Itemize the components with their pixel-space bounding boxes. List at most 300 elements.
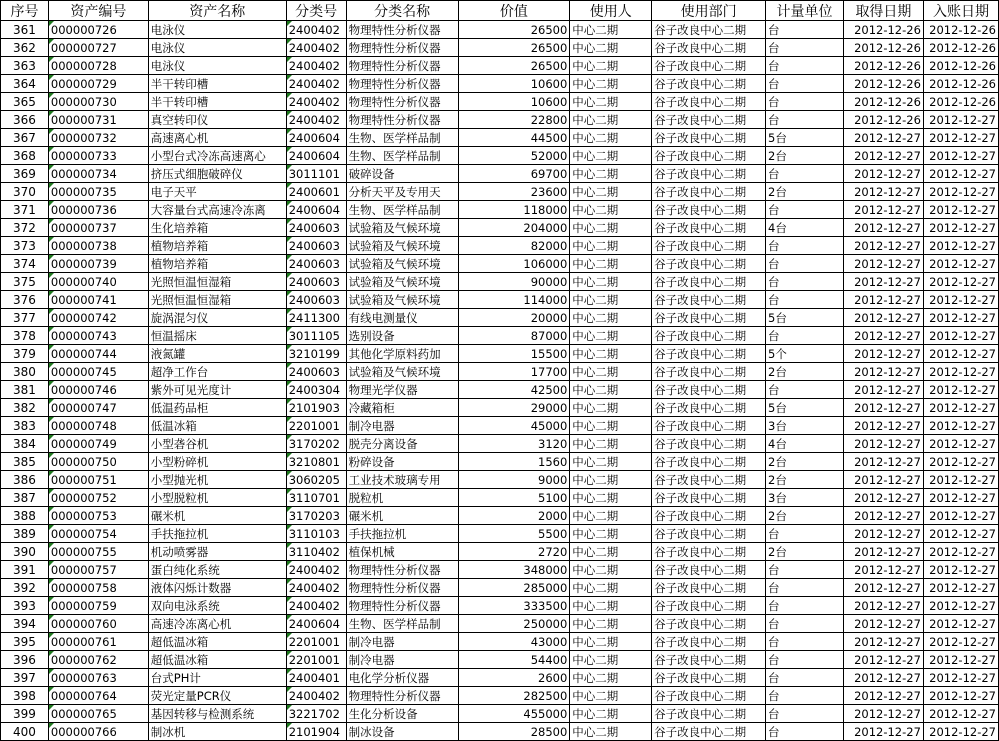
cell-unit[interactable]: 5个 bbox=[766, 345, 844, 363]
cell-asset-id[interactable]: 000000729 bbox=[48, 75, 148, 93]
cell-asset-name[interactable]: 高速冷冻离心机 bbox=[148, 615, 286, 633]
cell-seq[interactable]: 391 bbox=[1, 561, 49, 579]
cell-asset-id[interactable]: 000000764 bbox=[48, 687, 148, 705]
cell-asset-id[interactable]: 000000737 bbox=[48, 219, 148, 237]
cell-unit[interactable]: 台 bbox=[766, 615, 844, 633]
cell-department[interactable]: 谷子改良中心二期 bbox=[652, 111, 766, 129]
cell-asset-name[interactable]: 手扶拖拉机 bbox=[148, 525, 286, 543]
cell-asset-id[interactable]: 000000747 bbox=[48, 399, 148, 417]
cell-asset-id[interactable]: 000000738 bbox=[48, 237, 148, 255]
cell-asset-id[interactable]: 000000731 bbox=[48, 111, 148, 129]
table-row[interactable] bbox=[1, 273, 999, 291]
cell-asset-name[interactable]: 机动喷雾器 bbox=[148, 543, 286, 561]
cell-asset-id[interactable]: 000000749 bbox=[48, 435, 148, 453]
cell-seq[interactable]: 390 bbox=[1, 543, 49, 561]
table-row[interactable] bbox=[1, 579, 999, 597]
cell-asset-name[interactable]: 低温冰箱 bbox=[148, 417, 286, 435]
cell-category-code[interactable]: 2400604 bbox=[286, 129, 346, 147]
cell-asset-id[interactable]: 000000755 bbox=[48, 543, 148, 561]
cell-seq[interactable]: 386 bbox=[1, 471, 49, 489]
cell-asset-name[interactable]: 电泳仪 bbox=[148, 21, 286, 39]
cell-department[interactable]: 谷子改良中心二期 bbox=[652, 453, 766, 471]
cell-asset-name[interactable]: 低温药品柜 bbox=[148, 399, 286, 417]
cell-category-name[interactable]: 冷藏箱柜 bbox=[346, 399, 458, 417]
cell-seq[interactable]: 362 bbox=[1, 39, 49, 57]
cell-asset-name[interactable]: 荧光定量PCR仪 bbox=[148, 687, 286, 705]
table-row[interactable] bbox=[1, 507, 999, 525]
cell-user[interactable]: 中心二期 bbox=[570, 723, 652, 741]
cell-value[interactable]: 28500 bbox=[458, 723, 570, 741]
cell-seq[interactable]: 392 bbox=[1, 579, 49, 597]
table-row[interactable] bbox=[1, 489, 999, 507]
cell-value[interactable]: 2720 bbox=[458, 543, 570, 561]
cell-category-name[interactable]: 物理特性分析仪器 bbox=[346, 75, 458, 93]
cell-unit[interactable]: 台 bbox=[766, 75, 844, 93]
cell-category-name[interactable]: 制冷电器 bbox=[346, 633, 458, 651]
cell-asset-id[interactable]: 000000752 bbox=[48, 489, 148, 507]
cell-seq[interactable]: 369 bbox=[1, 165, 49, 183]
cell-user[interactable]: 中心二期 bbox=[570, 75, 652, 93]
cell-entry-date[interactable]: 2012-12-27 bbox=[923, 237, 998, 255]
cell-category-name[interactable]: 生物、医学样品制 bbox=[346, 129, 458, 147]
cell-seq[interactable]: 380 bbox=[1, 363, 49, 381]
cell-entry-date[interactable]: 2012-12-27 bbox=[923, 219, 998, 237]
cell-unit[interactable]: 台 bbox=[766, 21, 844, 39]
cell-value[interactable]: 45000 bbox=[458, 417, 570, 435]
cell-category-code[interactable]: 2201001 bbox=[286, 633, 346, 651]
cell-entry-date[interactable]: 2012-12-27 bbox=[923, 147, 998, 165]
cell-entry-date[interactable]: 2012-12-27 bbox=[923, 309, 998, 327]
cell-value[interactable]: 5500 bbox=[458, 525, 570, 543]
cell-unit[interactable]: 台 bbox=[766, 39, 844, 57]
cell-value[interactable]: 114000 bbox=[458, 291, 570, 309]
cell-value[interactable]: 2000 bbox=[458, 507, 570, 525]
cell-acquire-date[interactable]: 2012-12-27 bbox=[843, 399, 923, 417]
cell-seq[interactable]: 370 bbox=[1, 183, 49, 201]
cell-entry-date[interactable]: 2012-12-27 bbox=[923, 597, 998, 615]
cell-value[interactable]: 15500 bbox=[458, 345, 570, 363]
cell-asset-name[interactable]: 制冰机 bbox=[148, 723, 286, 741]
table-row[interactable] bbox=[1, 183, 999, 201]
cell-category-name[interactable]: 试验箱及气候环境 bbox=[346, 291, 458, 309]
cell-category-code[interactable]: 2400601 bbox=[286, 183, 346, 201]
cell-category-name[interactable]: 物理特性分析仪器 bbox=[346, 597, 458, 615]
cell-category-code[interactable]: 2400603 bbox=[286, 255, 346, 273]
cell-asset-id[interactable]: 000000745 bbox=[48, 363, 148, 381]
cell-acquire-date[interactable]: 2012-12-27 bbox=[843, 381, 923, 399]
cell-category-code[interactable]: 3170202 bbox=[286, 435, 346, 453]
cell-category-name[interactable]: 分析天平及专用天 bbox=[346, 183, 458, 201]
cell-value[interactable]: 10600 bbox=[458, 93, 570, 111]
cell-unit[interactable]: 台 bbox=[766, 705, 844, 723]
cell-asset-name[interactable]: 光照恒温恒湿箱 bbox=[148, 273, 286, 291]
cell-entry-date[interactable]: 2012-12-27 bbox=[923, 183, 998, 201]
cell-asset-id[interactable]: 000000734 bbox=[48, 165, 148, 183]
cell-asset-name[interactable]: 蛋白纯化系统 bbox=[148, 561, 286, 579]
cell-acquire-date[interactable]: 2012-12-27 bbox=[843, 219, 923, 237]
cell-asset-id[interactable]: 000000763 bbox=[48, 669, 148, 687]
cell-unit[interactable]: 5台 bbox=[766, 129, 844, 147]
cell-category-code[interactable]: 2400603 bbox=[286, 219, 346, 237]
cell-entry-date[interactable]: 2012-12-27 bbox=[923, 615, 998, 633]
cell-department[interactable]: 谷子改良中心二期 bbox=[652, 93, 766, 111]
cell-department[interactable]: 谷子改良中心二期 bbox=[652, 651, 766, 669]
cell-asset-name[interactable]: 植物培养箱 bbox=[148, 237, 286, 255]
cell-asset-name[interactable]: 生化培养箱 bbox=[148, 219, 286, 237]
cell-asset-id[interactable]: 000000758 bbox=[48, 579, 148, 597]
cell-unit[interactable]: 台 bbox=[766, 165, 844, 183]
cell-asset-name[interactable]: 小型抛光机 bbox=[148, 471, 286, 489]
cell-category-name[interactable]: 试验箱及气候环境 bbox=[346, 255, 458, 273]
cell-seq[interactable]: 381 bbox=[1, 381, 49, 399]
cell-acquire-date[interactable]: 2012-12-27 bbox=[843, 417, 923, 435]
cell-acquire-date[interactable]: 2012-12-27 bbox=[843, 183, 923, 201]
cell-value[interactable]: 10600 bbox=[458, 75, 570, 93]
cell-acquire-date[interactable]: 2012-12-26 bbox=[843, 93, 923, 111]
cell-unit[interactable]: 台 bbox=[766, 561, 844, 579]
cell-unit[interactable]: 台 bbox=[766, 255, 844, 273]
table-row[interactable] bbox=[1, 291, 999, 309]
cell-asset-name[interactable]: 小型粉碎机 bbox=[148, 453, 286, 471]
cell-user[interactable]: 中心二期 bbox=[570, 633, 652, 651]
cell-category-code[interactable]: 2400604 bbox=[286, 615, 346, 633]
cell-category-name[interactable]: 工业技术玻璃专用 bbox=[346, 471, 458, 489]
cell-category-code[interactable]: 2201001 bbox=[286, 651, 346, 669]
cell-department[interactable]: 谷子改良中心二期 bbox=[652, 363, 766, 381]
cell-unit[interactable]: 2台 bbox=[766, 363, 844, 381]
cell-category-code[interactable]: 2400603 bbox=[286, 273, 346, 291]
table-row[interactable] bbox=[1, 129, 999, 147]
cell-entry-date[interactable]: 2012-12-27 bbox=[923, 561, 998, 579]
cell-category-name[interactable]: 粉碎设备 bbox=[346, 453, 458, 471]
cell-user[interactable]: 中心二期 bbox=[570, 453, 652, 471]
cell-unit[interactable]: 台 bbox=[766, 57, 844, 75]
cell-entry-date[interactable]: 2012-12-26 bbox=[923, 21, 998, 39]
cell-acquire-date[interactable]: 2012-12-27 bbox=[843, 489, 923, 507]
table-row[interactable] bbox=[1, 597, 999, 615]
cell-value[interactable]: 282500 bbox=[458, 687, 570, 705]
cell-category-code[interactable]: 3011101 bbox=[286, 165, 346, 183]
cell-department[interactable]: 谷子改良中心二期 bbox=[652, 147, 766, 165]
col-header-user[interactable]: 使用人 bbox=[570, 1, 652, 21]
cell-unit[interactable]: 台 bbox=[766, 327, 844, 345]
table-row[interactable] bbox=[1, 435, 999, 453]
cell-department[interactable]: 谷子改良中心二期 bbox=[652, 399, 766, 417]
cell-unit[interactable]: 台 bbox=[766, 633, 844, 651]
cell-value[interactable]: 2600 bbox=[458, 669, 570, 687]
table-row[interactable] bbox=[1, 57, 999, 75]
cell-value[interactable]: 1560 bbox=[458, 453, 570, 471]
cell-asset-name[interactable]: 光照恒温恒湿箱 bbox=[148, 291, 286, 309]
cell-seq[interactable]: 372 bbox=[1, 219, 49, 237]
cell-asset-id[interactable]: 000000740 bbox=[48, 273, 148, 291]
cell-department[interactable]: 谷子改良中心二期 bbox=[652, 507, 766, 525]
cell-entry-date[interactable]: 2012-12-27 bbox=[923, 201, 998, 219]
table-row[interactable] bbox=[1, 75, 999, 93]
cell-acquire-date[interactable]: 2012-12-27 bbox=[843, 363, 923, 381]
col-header-category-name[interactable]: 分类名称 bbox=[346, 1, 458, 21]
cell-value[interactable]: 90000 bbox=[458, 273, 570, 291]
cell-category-name[interactable]: 选别设备 bbox=[346, 327, 458, 345]
cell-seq[interactable]: 398 bbox=[1, 687, 49, 705]
cell-seq[interactable]: 388 bbox=[1, 507, 49, 525]
cell-category-name[interactable]: 破碎设备 bbox=[346, 165, 458, 183]
table-row[interactable] bbox=[1, 471, 999, 489]
cell-acquire-date[interactable]: 2012-12-26 bbox=[843, 75, 923, 93]
cell-acquire-date[interactable]: 2012-12-26 bbox=[843, 57, 923, 75]
cell-entry-date[interactable]: 2012-12-26 bbox=[923, 93, 998, 111]
table-row[interactable] bbox=[1, 363, 999, 381]
cell-unit[interactable]: 2台 bbox=[766, 453, 844, 471]
cell-category-code[interactable]: 2400401 bbox=[286, 669, 346, 687]
cell-value[interactable]: 3120 bbox=[458, 435, 570, 453]
cell-asset-id[interactable]: 000000753 bbox=[48, 507, 148, 525]
cell-seq[interactable]: 397 bbox=[1, 669, 49, 687]
cell-unit[interactable]: 5台 bbox=[766, 309, 844, 327]
cell-department[interactable]: 谷子改良中心二期 bbox=[652, 129, 766, 147]
cell-entry-date[interactable]: 2012-12-27 bbox=[923, 327, 998, 345]
cell-value[interactable]: 9000 bbox=[458, 471, 570, 489]
cell-acquire-date[interactable]: 2012-12-26 bbox=[843, 111, 923, 129]
cell-department[interactable]: 谷子改良中心二期 bbox=[652, 615, 766, 633]
cell-seq[interactable]: 367 bbox=[1, 129, 49, 147]
cell-asset-id[interactable]: 000000726 bbox=[48, 21, 148, 39]
cell-category-name[interactable]: 有线电测量仪 bbox=[346, 309, 458, 327]
cell-user[interactable]: 中心二期 bbox=[570, 435, 652, 453]
cell-department[interactable]: 谷子改良中心二期 bbox=[652, 237, 766, 255]
cell-seq[interactable]: 384 bbox=[1, 435, 49, 453]
table-row[interactable] bbox=[1, 543, 999, 561]
cell-seq[interactable]: 374 bbox=[1, 255, 49, 273]
cell-department[interactable]: 谷子改良中心二期 bbox=[652, 57, 766, 75]
cell-asset-id[interactable]: 000000757 bbox=[48, 561, 148, 579]
cell-category-code[interactable]: 2400402 bbox=[286, 75, 346, 93]
cell-category-code[interactable]: 2400604 bbox=[286, 147, 346, 165]
cell-user[interactable]: 中心二期 bbox=[570, 687, 652, 705]
table-row[interactable] bbox=[1, 687, 999, 705]
cell-seq[interactable]: 396 bbox=[1, 651, 49, 669]
cell-asset-id[interactable]: 000000736 bbox=[48, 201, 148, 219]
cell-acquire-date[interactable]: 2012-12-27 bbox=[843, 273, 923, 291]
cell-unit[interactable]: 台 bbox=[766, 579, 844, 597]
table-row[interactable] bbox=[1, 21, 999, 39]
cell-acquire-date[interactable]: 2012-12-27 bbox=[843, 201, 923, 219]
cell-user[interactable]: 中心二期 bbox=[570, 129, 652, 147]
cell-category-code[interactable]: 3210801 bbox=[286, 453, 346, 471]
cell-category-code[interactable]: 2400603 bbox=[286, 291, 346, 309]
cell-department[interactable]: 谷子改良中心二期 bbox=[652, 21, 766, 39]
table-row[interactable] bbox=[1, 399, 999, 417]
cell-asset-id[interactable]: 000000741 bbox=[48, 291, 148, 309]
cell-category-name[interactable]: 物理特性分析仪器 bbox=[346, 57, 458, 75]
cell-asset-name[interactable]: 双向电泳系统 bbox=[148, 597, 286, 615]
col-header-acquire-date[interactable]: 取得日期 bbox=[843, 1, 923, 21]
cell-value[interactable]: 118000 bbox=[458, 201, 570, 219]
cell-asset-name[interactable]: 大容量台式高速冷冻离 bbox=[148, 201, 286, 219]
cell-entry-date[interactable]: 2012-12-27 bbox=[923, 471, 998, 489]
col-header-asset-name[interactable]: 资产名称 bbox=[148, 1, 286, 21]
cell-asset-name[interactable]: 旋涡混匀仪 bbox=[148, 309, 286, 327]
cell-acquire-date[interactable]: 2012-12-27 bbox=[843, 705, 923, 723]
cell-entry-date[interactable]: 2012-12-27 bbox=[923, 651, 998, 669]
table-row[interactable] bbox=[1, 705, 999, 723]
cell-category-name[interactable]: 生物、医学样品制 bbox=[346, 147, 458, 165]
cell-value[interactable]: 29000 bbox=[458, 399, 570, 417]
cell-entry-date[interactable]: 2012-12-27 bbox=[923, 363, 998, 381]
cell-seq[interactable]: 376 bbox=[1, 291, 49, 309]
cell-category-name[interactable]: 电化学分析仪器 bbox=[346, 669, 458, 687]
cell-unit[interactable]: 2台 bbox=[766, 183, 844, 201]
cell-asset-id[interactable]: 000000732 bbox=[48, 129, 148, 147]
cell-unit[interactable]: 台 bbox=[766, 111, 844, 129]
cell-entry-date[interactable]: 2012-12-27 bbox=[923, 489, 998, 507]
cell-department[interactable]: 谷子改良中心二期 bbox=[652, 669, 766, 687]
cell-department[interactable]: 谷子改良中心二期 bbox=[652, 39, 766, 57]
cell-seq[interactable]: 361 bbox=[1, 21, 49, 39]
cell-category-code[interactable]: 3170203 bbox=[286, 507, 346, 525]
table-row[interactable] bbox=[1, 651, 999, 669]
cell-acquire-date[interactable]: 2012-12-27 bbox=[843, 543, 923, 561]
cell-entry-date[interactable]: 2012-12-27 bbox=[923, 417, 998, 435]
cell-user[interactable]: 中心二期 bbox=[570, 165, 652, 183]
cell-category-code[interactable]: 3110402 bbox=[286, 543, 346, 561]
cell-seq[interactable]: 379 bbox=[1, 345, 49, 363]
cell-category-name[interactable]: 试验箱及气候环境 bbox=[346, 237, 458, 255]
cell-category-code[interactable]: 2400603 bbox=[286, 237, 346, 255]
cell-category-name[interactable]: 物理特性分析仪器 bbox=[346, 93, 458, 111]
cell-value[interactable]: 333500 bbox=[458, 597, 570, 615]
cell-asset-id[interactable]: 000000765 bbox=[48, 705, 148, 723]
cell-seq[interactable]: 366 bbox=[1, 111, 49, 129]
cell-department[interactable]: 谷子改良中心二期 bbox=[652, 687, 766, 705]
cell-entry-date[interactable]: 2012-12-27 bbox=[923, 165, 998, 183]
cell-unit[interactable]: 2台 bbox=[766, 147, 844, 165]
cell-entry-date[interactable]: 2012-12-27 bbox=[923, 687, 998, 705]
cell-user[interactable]: 中心二期 bbox=[570, 345, 652, 363]
cell-acquire-date[interactable]: 2012-12-27 bbox=[843, 507, 923, 525]
cell-seq[interactable]: 368 bbox=[1, 147, 49, 165]
cell-asset-id[interactable]: 000000733 bbox=[48, 147, 148, 165]
cell-asset-id[interactable]: 000000754 bbox=[48, 525, 148, 543]
cell-asset-name[interactable]: 小型台式冷冻高速离心 bbox=[148, 147, 286, 165]
table-row[interactable] bbox=[1, 669, 999, 687]
cell-seq[interactable]: 363 bbox=[1, 57, 49, 75]
cell-user[interactable]: 中心二期 bbox=[570, 381, 652, 399]
cell-entry-date[interactable]: 2012-12-27 bbox=[923, 111, 998, 129]
cell-user[interactable]: 中心二期 bbox=[570, 651, 652, 669]
cell-category-name[interactable]: 植保机械 bbox=[346, 543, 458, 561]
cell-acquire-date[interactable]: 2012-12-27 bbox=[843, 669, 923, 687]
cell-asset-name[interactable]: 真空转印仪 bbox=[148, 111, 286, 129]
cell-entry-date[interactable]: 2012-12-27 bbox=[923, 633, 998, 651]
cell-seq[interactable]: 375 bbox=[1, 273, 49, 291]
cell-value[interactable]: 69700 bbox=[458, 165, 570, 183]
cell-asset-name[interactable]: 电子天平 bbox=[148, 183, 286, 201]
cell-department[interactable]: 谷子改良中心二期 bbox=[652, 579, 766, 597]
cell-unit[interactable]: 台 bbox=[766, 669, 844, 687]
cell-category-code[interactable]: 2400402 bbox=[286, 93, 346, 111]
cell-asset-id[interactable]: 000000744 bbox=[48, 345, 148, 363]
cell-category-name[interactable]: 生化分析设备 bbox=[346, 705, 458, 723]
cell-value[interactable]: 22800 bbox=[458, 111, 570, 129]
cell-value[interactable]: 250000 bbox=[458, 615, 570, 633]
cell-acquire-date[interactable]: 2012-12-26 bbox=[843, 21, 923, 39]
cell-value[interactable]: 17700 bbox=[458, 363, 570, 381]
table-row[interactable] bbox=[1, 147, 999, 165]
cell-value[interactable]: 204000 bbox=[458, 219, 570, 237]
cell-asset-name[interactable]: 半干转印槽 bbox=[148, 93, 286, 111]
table-row[interactable] bbox=[1, 345, 999, 363]
cell-entry-date[interactable]: 2012-12-27 bbox=[923, 345, 998, 363]
cell-entry-date[interactable]: 2012-12-27 bbox=[923, 399, 998, 417]
cell-seq[interactable]: 399 bbox=[1, 705, 49, 723]
cell-unit[interactable]: 台 bbox=[766, 525, 844, 543]
cell-asset-id[interactable]: 000000739 bbox=[48, 255, 148, 273]
cell-category-name[interactable]: 脱壳分离设备 bbox=[346, 435, 458, 453]
cell-acquire-date[interactable]: 2012-12-27 bbox=[843, 687, 923, 705]
cell-user[interactable]: 中心二期 bbox=[570, 489, 652, 507]
cell-department[interactable]: 谷子改良中心二期 bbox=[652, 309, 766, 327]
cell-department[interactable]: 谷子改良中心二期 bbox=[652, 327, 766, 345]
cell-asset-id[interactable]: 000000743 bbox=[48, 327, 148, 345]
cell-category-name[interactable]: 物理光学仪器 bbox=[346, 381, 458, 399]
cell-value[interactable]: 87000 bbox=[458, 327, 570, 345]
cell-category-code[interactable]: 2400402 bbox=[286, 579, 346, 597]
cell-category-code[interactable]: 3110701 bbox=[286, 489, 346, 507]
cell-department[interactable]: 谷子改良中心二期 bbox=[652, 561, 766, 579]
cell-seq[interactable]: 371 bbox=[1, 201, 49, 219]
cell-value[interactable]: 20000 bbox=[458, 309, 570, 327]
cell-user[interactable]: 中心二期 bbox=[570, 705, 652, 723]
cell-acquire-date[interactable]: 2012-12-27 bbox=[843, 309, 923, 327]
cell-seq[interactable]: 389 bbox=[1, 525, 49, 543]
cell-category-code[interactable]: 2400402 bbox=[286, 57, 346, 75]
cell-category-code[interactable]: 2400402 bbox=[286, 111, 346, 129]
cell-category-name[interactable]: 试验箱及气候环境 bbox=[346, 363, 458, 381]
cell-category-name[interactable]: 制冰设备 bbox=[346, 723, 458, 741]
cell-department[interactable]: 谷子改良中心二期 bbox=[652, 525, 766, 543]
table-row[interactable] bbox=[1, 39, 999, 57]
cell-user[interactable]: 中心二期 bbox=[570, 471, 652, 489]
col-header-asset-id[interactable]: 资产编号 bbox=[48, 1, 148, 21]
cell-seq[interactable]: 364 bbox=[1, 75, 49, 93]
cell-category-name[interactable]: 物理特性分析仪器 bbox=[346, 561, 458, 579]
cell-acquire-date[interactable]: 2012-12-27 bbox=[843, 255, 923, 273]
cell-user[interactable]: 中心二期 bbox=[570, 291, 652, 309]
cell-value[interactable]: 285000 bbox=[458, 579, 570, 597]
cell-asset-id[interactable]: 000000727 bbox=[48, 39, 148, 57]
cell-acquire-date[interactable]: 2012-12-27 bbox=[843, 435, 923, 453]
cell-category-code[interactable]: 2400402 bbox=[286, 561, 346, 579]
cell-entry-date[interactable]: 2012-12-27 bbox=[923, 291, 998, 309]
cell-asset-name[interactable]: 台式PH计 bbox=[148, 669, 286, 687]
cell-entry-date[interactable]: 2012-12-27 bbox=[923, 543, 998, 561]
cell-category-code[interactable]: 3210199 bbox=[286, 345, 346, 363]
cell-acquire-date[interactable]: 2012-12-27 bbox=[843, 723, 923, 741]
cell-acquire-date[interactable]: 2012-12-26 bbox=[843, 39, 923, 57]
table-row[interactable] bbox=[1, 615, 999, 633]
cell-asset-name[interactable]: 超低温冰箱 bbox=[148, 651, 286, 669]
cell-entry-date[interactable]: 2012-12-27 bbox=[923, 273, 998, 291]
cell-entry-date[interactable]: 2012-12-27 bbox=[923, 255, 998, 273]
cell-category-code[interactable]: 2400304 bbox=[286, 381, 346, 399]
cell-entry-date[interactable]: 2012-12-27 bbox=[923, 525, 998, 543]
cell-asset-id[interactable]: 000000728 bbox=[48, 57, 148, 75]
cell-value[interactable]: 26500 bbox=[458, 39, 570, 57]
cell-seq[interactable]: 394 bbox=[1, 615, 49, 633]
cell-acquire-date[interactable]: 2012-12-27 bbox=[843, 237, 923, 255]
table-row[interactable] bbox=[1, 255, 999, 273]
